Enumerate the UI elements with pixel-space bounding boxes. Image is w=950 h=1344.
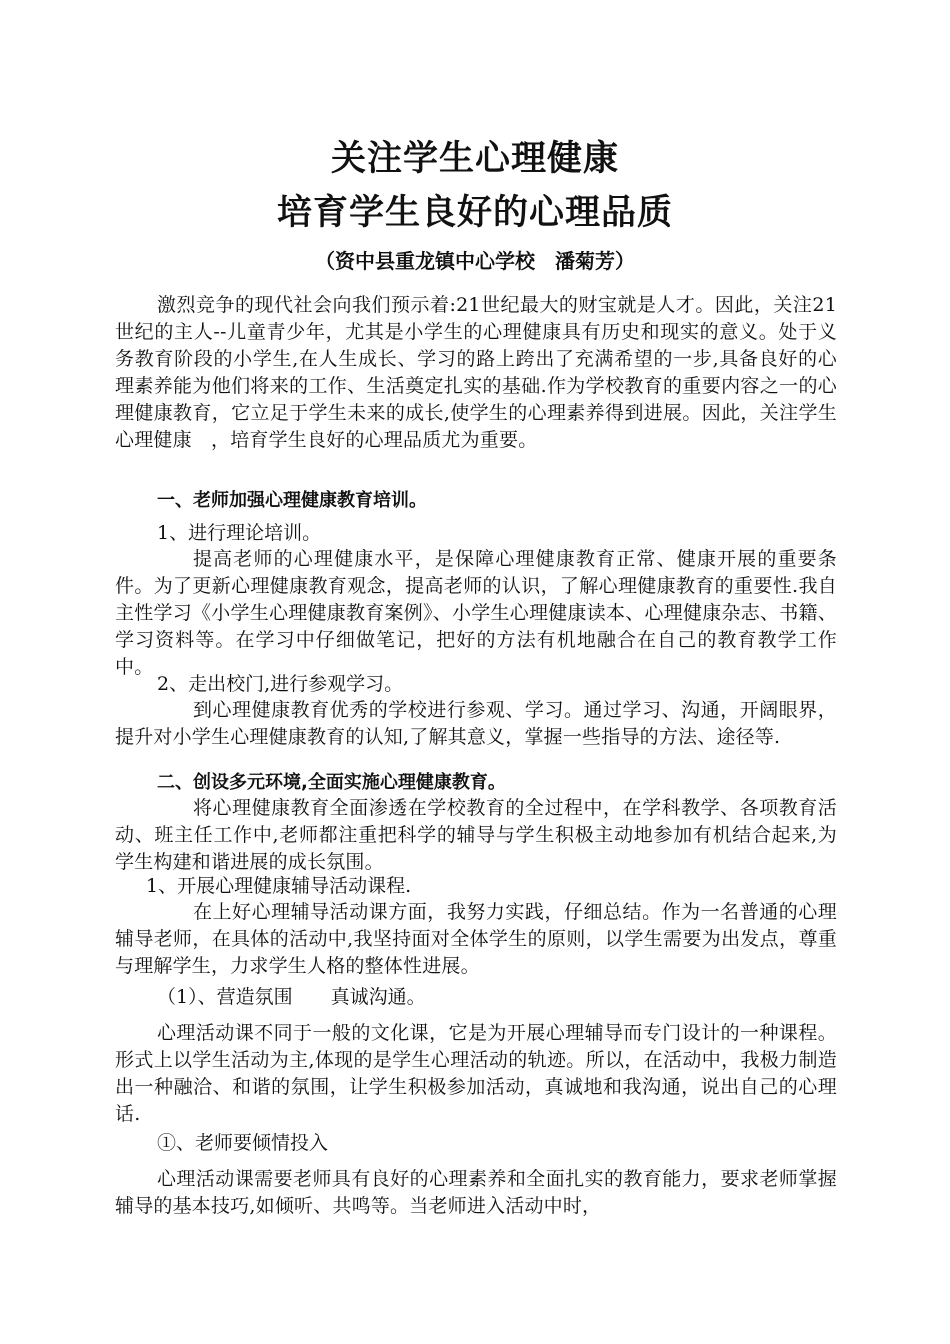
document-title-line-2: 培育学生良好的心理品质 bbox=[276, 193, 673, 233]
section-1-item-1-body: 提高老师的心理健康水平，是保障心理健康教育正常、健康开展的重要条件。为了更新心理健康教育观念，提高老师的认识，了解心理健康教育的重要性.我自主性学习《小学生心理健康教育案例》、小学生心理健康读本、心理健康杂志、书籍、学习资料等。在学习中仔细做笔记，把好的方法有机地融合在自己的教育教学工作中。 bbox=[115, 548, 837, 678]
section-2-sub-1a-title: ①、老师要倾情投入 bbox=[157, 1132, 329, 1154]
section-2-item-1-body: 在上好心理辅导活动课方面，我努力实践，仔细总结。作为一名普通的心理辅导老师，在具体的活动中,我坚持面对全体学生的原则，以学生需要为出发点，尊重与理解学生，力求学生人格的整体性进展。 bbox=[115, 901, 837, 977]
intro-paragraph: 激烈竞争的现代社会向我们预示着:21世纪最大的财宝就是人才。因此，关注21世纪的主人--儿童青少年，尤其是小学生的心理健康具有历史和现实的意义。处于义务教育阶段的小学生,在人生成长、学习的路上跨出了充满希望的一步,具备良好的心理素养能为他们将来的工作、生活奠定扎实的基础.作为学校教育的重要内容之一的心理健康教育，它立足于学生未来的成长,使学生的心理素养得到进展。因此，关注学生心理健康 ，培育学生良好的心理品质尤为重要。 bbox=[115, 294, 837, 451]
section-1-item-2-title: 2、走出校门,进行参观学习。 bbox=[157, 673, 404, 695]
section-2-item-1-title: 1、开展心理健康辅导活动课程. bbox=[146, 875, 412, 897]
section-1-item-1-title: 1、进行理论培训。 bbox=[157, 522, 322, 544]
section-2-heading: 二、创设多元环境,全面实施心理健康教育。 bbox=[157, 772, 506, 793]
section-1-item-2-body: 到心理健康教育优秀的学校进行参观、学习。通过学习、沟通，开阔眼界，提升对小学生心理健康教育的认知,了解其意义，掌握一些指导的方法、途径等. bbox=[115, 699, 837, 748]
section-2-sub-1-title: （1）、营造氛围 真诚沟通。 bbox=[157, 986, 426, 1008]
section-2-sub-1-body: 心理活动课不同于一般的文化课，它是为开展心理辅导而专门设计的一种课程。形式上以学生活动为主,体现的是学生心理活动的轨迹。所以，在活动中，我极力制造出一种融洽、和谐的氛围，让学生积极参加活动，真诚地和我沟通，说出自己的心理话. bbox=[115, 1022, 837, 1125]
author-byline: （资中县重龙镇中心学校 潘菊芳） bbox=[315, 249, 635, 273]
document-title-line-1: 关注学生心理健康 bbox=[330, 139, 619, 179]
section-2-sub-1a-body: 心理活动课需要老师具有良好的心理素养和全面扎实的教育能力，要求老师掌握辅导的基本技巧,如倾听、共鸣等。当老师进入活动中时， bbox=[115, 1168, 837, 1217]
section-2-intro: 将心理健康教育全面渗透在学校教育的全过程中，在学科教学、各项教育活动、班主任工作中,老师都注重把科学的辅导与学生积极主动地参加有机结合起来,为学生构建和谐进展的成长氛围。 bbox=[115, 797, 837, 873]
section-1-heading: 一、老师加强心理健康教育培训。 bbox=[157, 490, 427, 511]
